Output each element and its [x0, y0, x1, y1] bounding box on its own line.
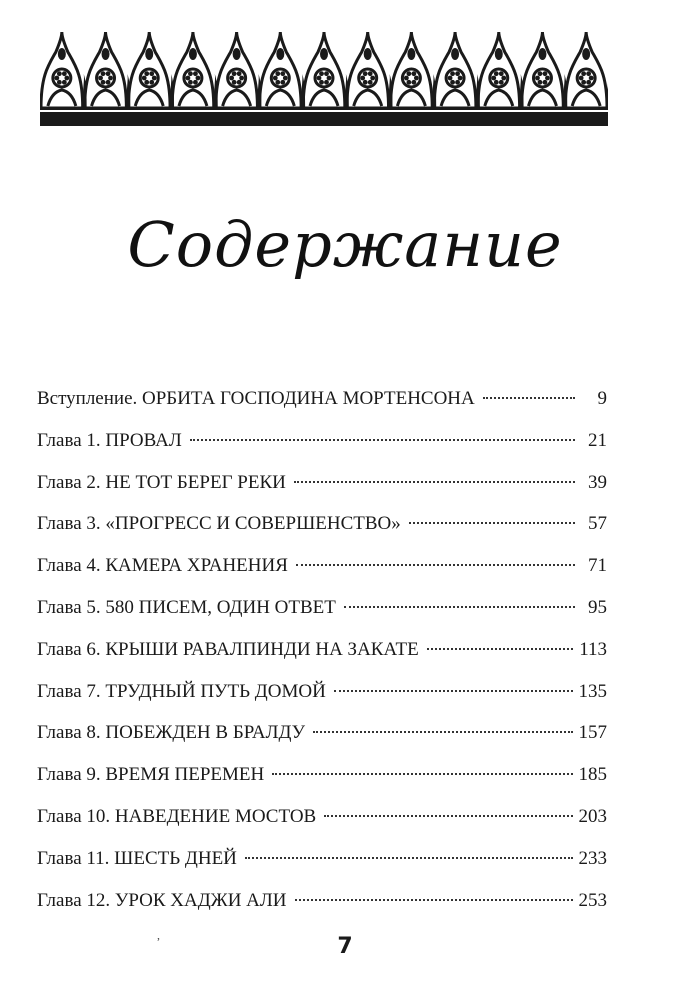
toc-entry-title: Глава 9. ВРЕМЯ ПЕРЕМЕН — [37, 764, 265, 786]
page-number: 7 — [337, 934, 353, 959]
toc-entry — [37, 593, 607, 635]
dot-leader — [483, 397, 575, 399]
toc-entry — [37, 384, 607, 426]
toc-entry-title: Глава 11. ШЕСТЬ ДНЕЙ — [37, 847, 237, 869]
toc-entry-title: Глава 5. 580 ПИСЕМ, ОДИН ОТВЕТ — [37, 596, 336, 618]
toc-entry-title: Глава 12. УРОК ХАДЖИ АЛИ — [37, 889, 287, 911]
toc-entry-page: 71 — [588, 555, 607, 577]
dot-leader — [344, 606, 575, 608]
dot-leader — [296, 564, 575, 566]
toc-entry-page: 9 — [597, 388, 607, 409]
toc-entry-page: 203 — [578, 805, 607, 827]
toc-entry-page: 253 — [578, 889, 607, 911]
toc-entry-title: Глава 10. НАВЕДЕНИЕ МОСТОВ — [37, 805, 317, 827]
toc-entry-title: Глава 8. ПОБЕЖДЕН В БРАЛДУ — [37, 722, 306, 744]
dot-leader — [409, 522, 575, 524]
toc-entry-page: 21 — [588, 429, 607, 451]
print-speck: , — [157, 928, 160, 942]
toc-entry-page: 233 — [578, 847, 607, 869]
toc-entry-title: Глава 2. НЕ ТОТ БЕРЕГ РЕКИ — [37, 471, 286, 493]
toc-entry-title: Глава 7. ТРУДНЫЙ ПУТЬ ДОМОЙ — [37, 680, 326, 702]
toc-entry — [37, 551, 607, 593]
page-title: Содержание — [127, 208, 563, 281]
toc-entry-page: 113 — [579, 638, 607, 660]
floral-arabesque-border-icon — [40, 26, 608, 128]
toc-entry — [37, 426, 607, 468]
dot-leader — [313, 731, 572, 733]
toc-entry — [37, 509, 607, 551]
dot-leader — [334, 690, 573, 692]
toc-entry — [37, 718, 607, 760]
dot-leader — [427, 648, 573, 650]
toc-entry-page: 157 — [578, 722, 607, 744]
toc-entry-title: Вступление. ОРБИТА ГОСПОДИНА МОРТЕНСОНА — [37, 388, 475, 409]
toc-entry — [37, 886, 607, 928]
toc-entry-title: Глава 4. КАМЕРА ХРАНЕНИЯ — [37, 555, 288, 577]
dot-leader — [190, 439, 575, 441]
table-of-contents — [37, 384, 607, 927]
toc-entry-page: 39 — [588, 471, 607, 493]
toc-entry-title: Глава 3. «ПРОГРЕСС И СОВЕРШЕНСТВО» — [37, 513, 401, 535]
toc-entry-page: 57 — [588, 513, 607, 535]
toc-entry-title: Глава 1. ПРОВАЛ — [37, 429, 182, 451]
toc-entry-page: 95 — [588, 596, 607, 618]
toc-entry — [37, 677, 607, 719]
toc-entry — [37, 760, 607, 802]
toc-entry — [37, 468, 607, 510]
toc-entry — [37, 844, 607, 886]
toc-entry-title: Глава 6. КРЫШИ РАВАЛПИНДИ НА ЗАКАТЕ — [37, 638, 419, 660]
toc-entry-page: 185 — [578, 764, 607, 786]
dot-leader — [295, 899, 573, 901]
toc-entry — [37, 635, 607, 677]
dot-leader — [294, 481, 575, 483]
toc-entry-page: 135 — [578, 680, 607, 702]
dot-leader — [272, 773, 572, 775]
dot-leader — [324, 815, 572, 817]
toc-entry — [37, 802, 607, 844]
dot-leader — [245, 857, 573, 859]
ornamental-border — [40, 26, 608, 128]
